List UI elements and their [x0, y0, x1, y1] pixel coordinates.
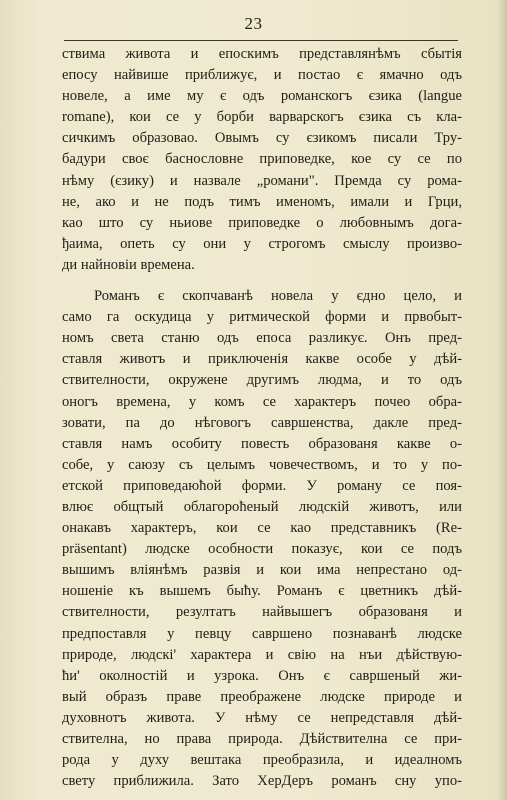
text-line: präsentant) людске особности показує, кои се подъ [62, 541, 462, 558]
text-line: ствителна, но права природа. Дѣйствителна се при- [62, 731, 462, 747]
text-line: собе, у саюзу съ целымъ човечествомъ, и то у по- [62, 456, 462, 473]
text-line: бадури своє баснословне приповедке, кое су се по [62, 151, 462, 168]
text-line: ствителности, окружене другимъ людма, и то одъ [62, 372, 462, 389]
text-line: ђаима, опеть су они у строгомъ смыслу произво- [62, 235, 462, 252]
text-line: romane), кои се у борби варварскогъ єзика съ кла- [62, 109, 462, 126]
text-line: као што су ньиове приповедке о любовнымъ дога- [62, 214, 462, 231]
text-line: ношеніе къ вышемъ быћу. Романъ є цветникъ дѣй- [62, 583, 462, 600]
body-text [62, 44, 462, 792]
text-line: нѣму (єзику) и назвале „романи". Премда су рома- [62, 172, 462, 189]
text-line: епосу найвише приближує, и постао є ямачно одъ [62, 67, 462, 84]
text-line: природе, людскі' характера и свію на нъи дѣйствую- [62, 646, 462, 663]
text-line: ћи' околностій и узрока. Онъ є савршеный жи- [62, 667, 462, 684]
text-line: номъ света станю одъ епоса разликує. Онъ пред- [62, 330, 462, 347]
text-line: ствителности, резултатъ найвышегъ образованя и [62, 604, 462, 621]
page-edge-shadow [497, 0, 507, 800]
text-line: вый образъ праве преображене людске природе и [62, 688, 462, 705]
text-line: духовнотъ живота. У нѣму се непредставля дѣй- [62, 709, 462, 726]
text-line: Романъ є скопчаванѣ новела у єдно цело, и [94, 288, 462, 305]
text-line: онакавъ характеръ, кои се као представникъ (Re- [62, 520, 462, 537]
text-line: свету приближила. Зато ХерДеръ романъ сну упо- [62, 773, 462, 790]
text-line: оногъ времена, у комъ се характеръ почео обра- [62, 393, 462, 410]
text-line: влює общтый облагороћеный людскій животъ, или [62, 498, 462, 515]
text-line: вышимъ вліянѣмъ развія и кои има непрестано од- [62, 562, 462, 579]
text-line: ставля животъ и приключенія какве особе у дѣй- [62, 351, 462, 368]
page-number: 23 [244, 14, 263, 33]
text-line: ди найновіи времена. [62, 256, 195, 273]
text-line: новеле, а име му є одъ романскогъ єзика (langue [62, 88, 462, 105]
text-line: ставля намъ особиту повесть образованя какве о- [62, 435, 462, 452]
text-line: етской приповедаюћой форми. У роману се поя- [62, 477, 462, 494]
text-line: рода у духу вештака преобразила, и идеалномъ [62, 752, 462, 769]
text-line: само га оскудица у ритмической форми и првобыт- [62, 309, 462, 326]
text-line: не, ако и не подъ тимъ именомъ, имали и Грци, [62, 193, 462, 210]
paragraph-gap [62, 276, 462, 286]
text-line: ствима живота и епоскимъ представлянѣмъ сбытія [62, 46, 462, 62]
header-rule [64, 40, 458, 41]
text-line: предпоставля у певцу савршено познаванѣ людске [62, 625, 462, 642]
text-line: сичкимъ образовао. Овымъ су єзикомъ писали Тру- [62, 130, 462, 147]
text-line: зовати, па до нѣговогъ савршенства, дакле пред- [62, 414, 462, 431]
